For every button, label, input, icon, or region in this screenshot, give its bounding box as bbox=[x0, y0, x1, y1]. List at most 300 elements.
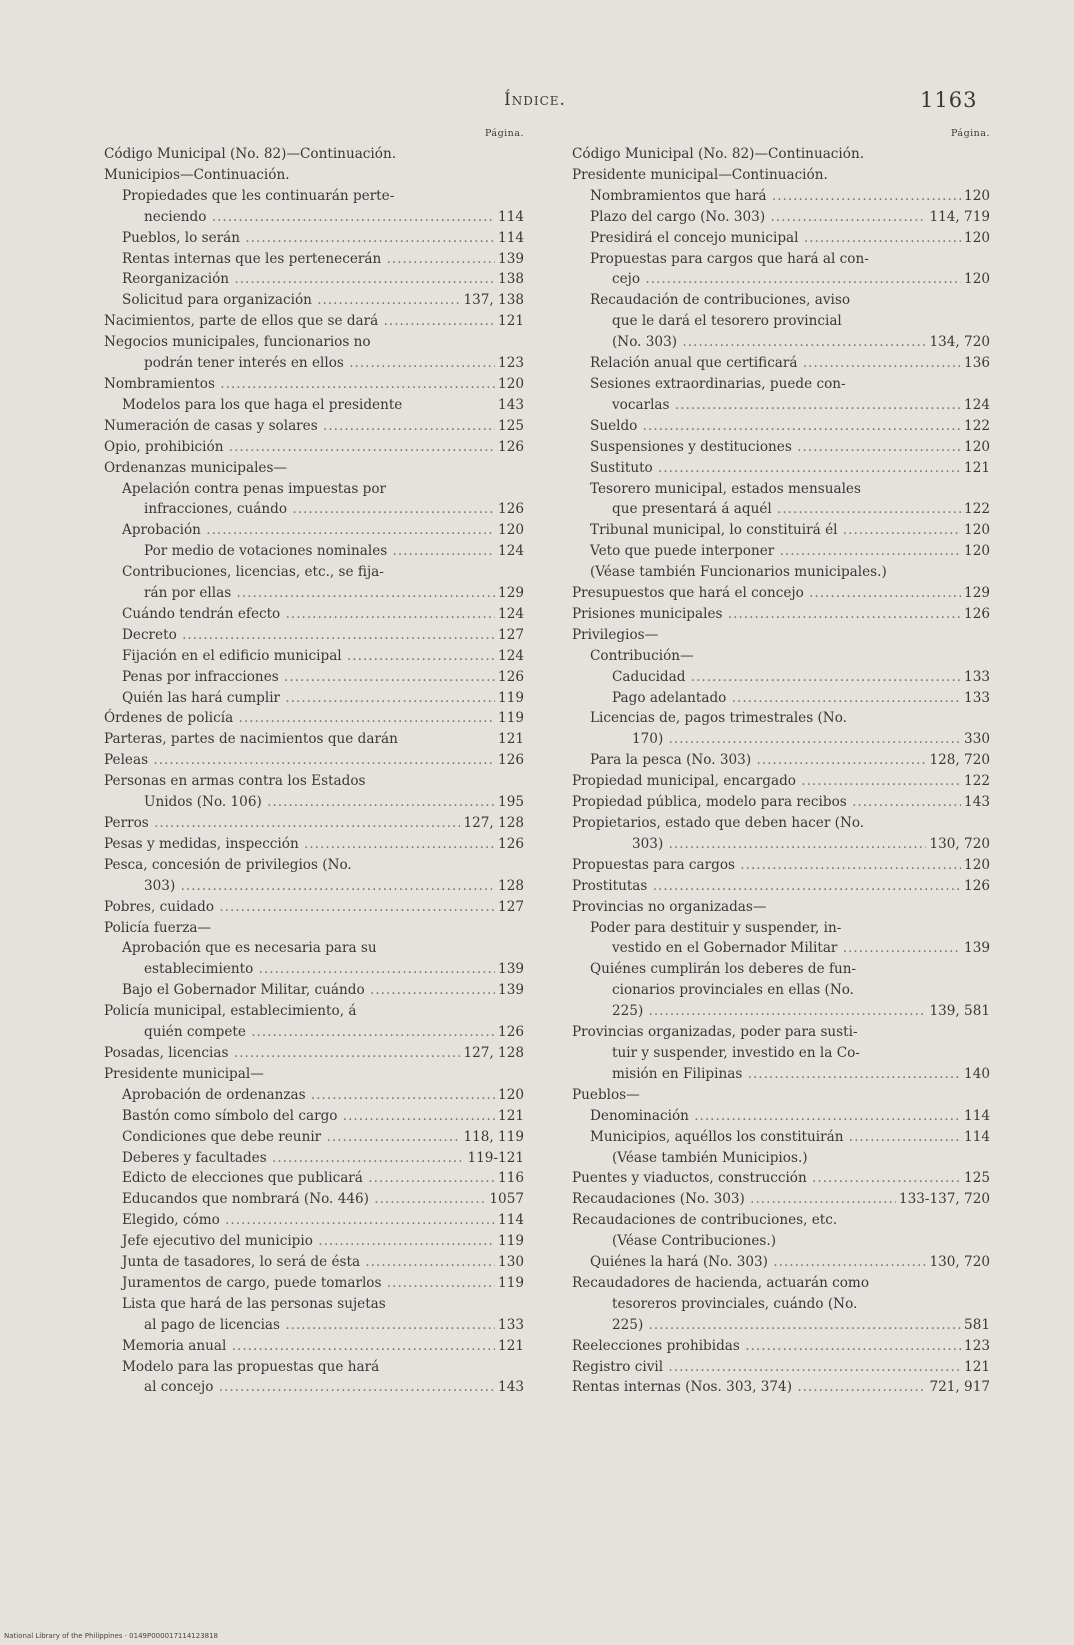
index-entry bbox=[572, 897, 990, 918]
index-entry bbox=[572, 437, 990, 458]
index-entry-text: Quiénes la hará (No. 303) ..... bbox=[590, 1254, 990, 1270]
index-entry bbox=[104, 1252, 524, 1273]
index-entry bbox=[572, 458, 990, 479]
index-entry bbox=[572, 750, 990, 771]
index-entry-text: Negocios municipales, funcionarios no bbox=[104, 334, 371, 351]
index-entry-text: Bajo el Gobernador Militar, cuándo ..... bbox=[122, 982, 524, 998]
index-entry-text: Propiedad pública, modelo para recibos ..... bbox=[572, 794, 990, 810]
index-entry-text: tesoreros provinciales, cuándo (No. bbox=[612, 1295, 858, 1312]
index-entry-text: Pueblos, lo serán ..... bbox=[122, 230, 524, 246]
index-entry-page: 124 bbox=[961, 395, 990, 416]
index-entry bbox=[572, 1189, 990, 1210]
index-entry bbox=[104, 311, 524, 332]
index-entry-text: Peleas ..... bbox=[104, 752, 524, 768]
index-entry-page: 143 bbox=[961, 792, 990, 813]
index-entry-text: Numeración de casas y solares ..... bbox=[104, 418, 524, 434]
index-entry-page: 119 bbox=[495, 688, 524, 709]
index-entry-page: 133 bbox=[961, 667, 990, 688]
index-entry-page: 122 bbox=[961, 771, 990, 792]
index-entry bbox=[572, 1064, 990, 1085]
index-entry-page: 130, 720 bbox=[926, 834, 990, 855]
index-entry-text: Recaudación de contribuciones, aviso bbox=[590, 292, 851, 309]
index-entry-text: Pobres, cuidado ..... bbox=[104, 899, 524, 915]
index-entry-page: 114 bbox=[495, 228, 524, 249]
index-entry bbox=[104, 269, 524, 290]
index-entry bbox=[572, 980, 990, 1001]
index-entry-page: 581 bbox=[961, 1315, 990, 1336]
index-entry-page: 123 bbox=[961, 1336, 990, 1357]
index-entry bbox=[572, 1106, 990, 1127]
index-entry-page: 721, 917 bbox=[926, 1377, 990, 1398]
index-entry bbox=[104, 897, 524, 918]
index-entry bbox=[104, 855, 524, 876]
index-entry-page: 124 bbox=[495, 646, 524, 667]
index-entry bbox=[572, 834, 990, 855]
index-entry bbox=[572, 269, 990, 290]
index-entry bbox=[104, 290, 524, 311]
index-entry bbox=[572, 144, 990, 165]
index-entry bbox=[572, 1294, 990, 1315]
index-entry-text: Puentes y viaductos, construcción ..... bbox=[572, 1170, 990, 1186]
index-entry-text: al pago de licencias ..... bbox=[144, 1317, 524, 1333]
index-entry-page: 139 bbox=[495, 980, 524, 1001]
index-entry-text: 303) ..... bbox=[632, 836, 990, 852]
index-entry-text: Provincias no organizadas— bbox=[572, 898, 767, 915]
index-entry bbox=[104, 625, 524, 646]
index-entry bbox=[572, 186, 990, 207]
index-entry-text: Recaudadores de hacienda, actuarán como bbox=[572, 1274, 870, 1291]
index-entry-page: 126 bbox=[495, 1022, 524, 1043]
index-entry bbox=[104, 249, 524, 270]
index-entry-page: 120 bbox=[961, 855, 990, 876]
index-entry bbox=[104, 499, 524, 520]
index-entry-text: Nombramientos ..... bbox=[104, 376, 524, 392]
index-entry-page: 139 bbox=[495, 959, 524, 980]
index-entry-page: 119-121 bbox=[465, 1148, 525, 1169]
index-entry-page: 124 bbox=[495, 604, 524, 625]
index-entry bbox=[104, 813, 524, 834]
index-entry-text: Juramentos de cargo, puede tomarlos ..... bbox=[122, 1275, 524, 1291]
index-entry bbox=[572, 207, 990, 228]
index-entry-text: Presupuestos que hará el concejo ..... bbox=[572, 585, 990, 601]
index-entry-text: Reorganización ..... bbox=[122, 271, 524, 287]
index-entry-page: 121 bbox=[495, 1336, 524, 1357]
index-entry bbox=[104, 520, 524, 541]
index-entry-page: 139, 581 bbox=[926, 1001, 990, 1022]
index-entry-page: 121 bbox=[495, 1106, 524, 1127]
index-entry bbox=[104, 604, 524, 625]
index-entry bbox=[572, 1273, 990, 1294]
index-entry-page: 143 bbox=[495, 395, 524, 416]
index-entry-text: Contribuciones, licencias, etc., se fija- bbox=[122, 564, 384, 581]
index-entry-page: 130, 720 bbox=[926, 1252, 990, 1273]
index-entry bbox=[104, 1043, 524, 1064]
index-entry-page: 140 bbox=[961, 1064, 990, 1085]
index-entry-text: Código Municipal (No. 82)—Continuación. bbox=[104, 146, 397, 162]
index-entry-text: Para la pesca (No. 303) ..... bbox=[590, 752, 990, 768]
index-entry-text: Poder para destituir y suspender, in- bbox=[590, 919, 842, 936]
index-entry-text: Modelos para los que haga el presidente bbox=[122, 396, 403, 413]
index-entry-text: Opio, prohibición ..... bbox=[104, 439, 524, 455]
index-entry-page: 123 bbox=[495, 353, 524, 374]
index-entry-text: Rentas internas (Nos. 303, 374) ..... bbox=[572, 1379, 990, 1395]
index-entry-text: Pago adelantado ..... bbox=[612, 690, 990, 706]
index-entry bbox=[572, 625, 990, 646]
index-entry-text: Perros ..... bbox=[104, 815, 524, 831]
index-column-right bbox=[572, 128, 990, 1396]
index-entry bbox=[104, 1168, 524, 1189]
index-entry-page: 125 bbox=[961, 1168, 990, 1189]
index-entry bbox=[572, 771, 990, 792]
index-entry-page: 121 bbox=[961, 1357, 990, 1378]
index-entry bbox=[572, 353, 990, 374]
index-entry-text: Código Municipal (No. 82)—Continuación. bbox=[572, 146, 865, 162]
index-entry bbox=[572, 792, 990, 813]
index-entry-text: Quién las hará cumplir ..... bbox=[122, 690, 524, 706]
index-entry bbox=[572, 959, 990, 980]
index-entry bbox=[104, 395, 524, 416]
index-entry-text: Recaudaciones de contribuciones, etc. bbox=[572, 1212, 838, 1229]
index-entry-text: (Véase también Funcionarios municipales.) bbox=[590, 564, 887, 581]
index-entry-text: Recaudaciones (No. 303) ..... bbox=[572, 1191, 990, 1207]
index-entry bbox=[104, 1148, 524, 1169]
index-entry bbox=[572, 1022, 990, 1043]
index-entry-text: Quiénes cumplirán los deberes de fun- bbox=[590, 961, 857, 978]
index-entry-page: 126 bbox=[495, 667, 524, 688]
index-entry-text: Denominación ..... bbox=[590, 1108, 990, 1124]
index-entry-text: Presidirá el concejo municipal ..... bbox=[590, 230, 990, 246]
index-entry bbox=[104, 1377, 524, 1398]
index-entry-text: Pesas y medidas, inspección ..... bbox=[104, 836, 524, 852]
index-entry-text: Fijación en el edificio municipal ..... bbox=[122, 648, 524, 664]
index-entry-text: Aprobación que es necesaria para su bbox=[122, 940, 377, 957]
index-entry bbox=[104, 1106, 524, 1127]
index-entry bbox=[104, 959, 524, 980]
index-entry bbox=[104, 792, 524, 813]
index-entry-text: Penas por infracciones ..... bbox=[122, 669, 524, 685]
index-entry-page: 126 bbox=[495, 499, 524, 520]
index-entry bbox=[104, 458, 524, 479]
index-entry bbox=[572, 1043, 990, 1064]
index-entry bbox=[104, 332, 524, 353]
index-entry bbox=[104, 1357, 524, 1378]
index-entry-text: Propiedad municipal, encargado ..... bbox=[572, 773, 990, 789]
index-entry bbox=[572, 311, 990, 332]
index-entry-text: Sustituto ..... bbox=[590, 460, 990, 476]
index-entry-page: 128, 720 bbox=[926, 750, 990, 771]
index-entry-text: al concejo ..... bbox=[144, 1379, 524, 1395]
index-entry-page: 120 bbox=[961, 520, 990, 541]
index-entry bbox=[104, 1127, 524, 1148]
index-entry-page: 134, 720 bbox=[926, 332, 990, 353]
left-entry-list bbox=[104, 144, 524, 1398]
index-entry-text: Aprobación ..... bbox=[122, 522, 524, 538]
index-entry-text: misión en Filipinas ..... bbox=[612, 1066, 990, 1082]
index-entry bbox=[104, 207, 524, 228]
index-entry-text: Veto que puede interponer ..... bbox=[590, 543, 990, 559]
index-entry-text: podrán tener interés en ellos ..... bbox=[144, 355, 524, 371]
index-entry-text: establecimiento ..... bbox=[144, 961, 524, 977]
index-entry-page: 129 bbox=[961, 583, 990, 604]
index-entry-text: Municipios—Continuación. bbox=[104, 166, 290, 183]
index-entry-text: Nombramientos que hará ..... bbox=[590, 188, 990, 204]
index-entry-page: 120 bbox=[495, 374, 524, 395]
index-entry bbox=[104, 1189, 524, 1210]
index-entry-text: Junta de tasadores, lo será de ésta ..... bbox=[122, 1254, 524, 1270]
index-entry-page: 129 bbox=[495, 583, 524, 604]
index-entry-text: Ordenanzas municipales— bbox=[104, 459, 288, 476]
index-entry-text: 303) ..... bbox=[144, 878, 524, 894]
index-entry-text: Modelo para las propuestas que hará bbox=[122, 1358, 380, 1375]
index-entry-page: 130 bbox=[495, 1252, 524, 1273]
index-entry bbox=[572, 876, 990, 897]
index-entry-page: 126 bbox=[495, 750, 524, 771]
index-entry-page: 119 bbox=[495, 708, 524, 729]
index-entry bbox=[572, 1357, 990, 1378]
index-entry-page: 122 bbox=[961, 499, 990, 520]
index-entry-text: Edicto de elecciones que publicará ..... bbox=[122, 1170, 524, 1186]
index-entry-page: 120 bbox=[495, 1085, 524, 1106]
index-entry-text: Cuándo tendrán efecto ..... bbox=[122, 606, 524, 622]
index-entry-text: 225) ..... bbox=[612, 1317, 990, 1333]
index-entry-text: Pesca, concesión de privilegios (No. bbox=[104, 856, 352, 873]
index-entry-page: 119 bbox=[495, 1273, 524, 1294]
index-entry-text: Relación anual que certificará ..... bbox=[590, 355, 990, 371]
index-entry-text: Decreto ..... bbox=[122, 627, 524, 643]
index-entry bbox=[572, 520, 990, 541]
index-entry-text: Órdenes de policía ..... bbox=[104, 710, 524, 726]
index-entry-page: 120 bbox=[495, 520, 524, 541]
index-entry-page: 114 bbox=[961, 1127, 990, 1148]
index-entry-text: Sueldo ..... bbox=[590, 418, 990, 434]
index-entry-text: Presidente municipal—Continuación. bbox=[572, 166, 828, 183]
index-entry-text: (Véase también Municipios.) bbox=[612, 1149, 808, 1166]
index-entry bbox=[104, 750, 524, 771]
index-entry bbox=[104, 562, 524, 583]
index-entry bbox=[572, 918, 990, 939]
index-entry-page: 121 bbox=[961, 458, 990, 479]
index-entry-text: (Véase Contribuciones.) bbox=[612, 1233, 777, 1250]
index-entry-page: 114, 719 bbox=[926, 207, 990, 228]
index-entry-page: 143 bbox=[495, 1377, 524, 1398]
index-entry-page: 125 bbox=[495, 416, 524, 437]
index-entry bbox=[572, 1315, 990, 1336]
index-entry-page: 195 bbox=[495, 792, 524, 813]
index-entry bbox=[104, 144, 524, 165]
index-entry bbox=[104, 688, 524, 709]
index-entry bbox=[104, 583, 524, 604]
index-entry bbox=[572, 646, 990, 667]
index-entry bbox=[104, 541, 524, 562]
index-entry bbox=[104, 980, 524, 1001]
index-entry-text: (No. 303) ..... bbox=[612, 334, 990, 350]
index-entry bbox=[104, 876, 524, 897]
index-entry-text: Plazo del cargo (No. 303) ..... bbox=[590, 209, 990, 225]
index-entry bbox=[572, 855, 990, 876]
index-entry-page: 126 bbox=[495, 834, 524, 855]
index-entry-page: 120 bbox=[961, 269, 990, 290]
index-entry-text: Jefe ejecutivo del municipio ..... bbox=[122, 1233, 524, 1249]
index-entry-page: 127, 128 bbox=[460, 813, 524, 834]
index-entry-text: 170) ..... bbox=[632, 731, 990, 747]
index-entry-text: Aprobación de ordenanzas ..... bbox=[122, 1087, 524, 1103]
index-entry bbox=[572, 562, 990, 583]
index-entry bbox=[572, 688, 990, 709]
index-entry bbox=[104, 708, 524, 729]
index-entry-text: Pueblos— bbox=[572, 1086, 640, 1103]
index-entry bbox=[572, 1168, 990, 1189]
index-entry-text: Apelación contra penas impuestas por bbox=[122, 480, 387, 497]
index-entry-text: cejo ..... bbox=[612, 271, 990, 287]
index-entry-page: 114 bbox=[495, 207, 524, 228]
index-entry-text: Propiedades que les continuarán perte- bbox=[122, 187, 395, 204]
index-entry bbox=[104, 479, 524, 500]
index-entry bbox=[572, 1252, 990, 1273]
index-entry bbox=[104, 1231, 524, 1252]
index-entry bbox=[104, 353, 524, 374]
index-entry bbox=[104, 1273, 524, 1294]
index-entry-text: que presentará á aquél ..... bbox=[612, 501, 990, 517]
index-entry-page: 136 bbox=[961, 353, 990, 374]
index-entry-page: 120 bbox=[961, 437, 990, 458]
index-entry bbox=[104, 165, 524, 186]
index-entry bbox=[104, 1294, 524, 1315]
index-entry-page: 122 bbox=[961, 416, 990, 437]
index-entry-text: Suspensiones y destituciones ..... bbox=[590, 439, 990, 455]
index-entry-text: Tribunal municipal, lo constituirá él ..... bbox=[590, 522, 990, 538]
index-entry-text: Contribución— bbox=[590, 647, 694, 664]
index-entry-text: Por medio de votaciones nominales ..... bbox=[144, 543, 524, 559]
index-entry-page: 138 bbox=[495, 269, 524, 290]
index-entry-text: Prisiones municipales ..... bbox=[572, 606, 990, 622]
index-entry-page: 126 bbox=[961, 604, 990, 625]
index-entry-page: 121 bbox=[495, 311, 524, 332]
index-entry-text: Sesiones extraordinarias, puede con- bbox=[590, 375, 846, 392]
index-entry bbox=[572, 1210, 990, 1231]
right-entry-list bbox=[572, 144, 990, 1398]
index-entry-page: 118, 119 bbox=[460, 1127, 524, 1148]
index-entry-text: Municipios, aquéllos los constituirán ..... bbox=[590, 1129, 990, 1145]
index-entry-text: tuir y suspender, investido en la Co- bbox=[612, 1044, 860, 1061]
index-entry bbox=[104, 1001, 524, 1022]
index-entry-page: 139 bbox=[961, 938, 990, 959]
index-entry-page: 133 bbox=[495, 1315, 524, 1336]
index-entry bbox=[572, 813, 990, 834]
index-entry bbox=[572, 667, 990, 688]
index-entry-page: 121 bbox=[495, 729, 524, 750]
index-entry-text: Elegido, cómo ..... bbox=[122, 1212, 524, 1228]
index-entry bbox=[104, 646, 524, 667]
index-entry-page: 126 bbox=[495, 437, 524, 458]
index-entry bbox=[104, 667, 524, 688]
index-entry bbox=[104, 437, 524, 458]
column-label-pagina: Página. bbox=[484, 128, 524, 139]
index-entry-text: Memoria anual ..... bbox=[122, 1338, 524, 1354]
page-header-title: Índice. bbox=[504, 90, 566, 110]
index-entry-text: que le dará el tesorero provincial bbox=[612, 313, 842, 330]
index-entry-page: 120 bbox=[961, 541, 990, 562]
index-entry bbox=[572, 479, 990, 500]
index-entry-text: cionarios provinciales en ellas (No. bbox=[612, 982, 854, 999]
index-entry-text: Registro civil ..... bbox=[572, 1359, 990, 1375]
index-entry-page: 137, 138 bbox=[460, 290, 524, 311]
index-entry bbox=[572, 541, 990, 562]
index-entry-text: Unidos (No. 106) ..... bbox=[144, 794, 524, 810]
index-entry-text: Propuestas para cargos que hará al con- bbox=[590, 250, 869, 267]
index-entry bbox=[104, 1336, 524, 1357]
index-entry-text: Privilegios— bbox=[572, 626, 659, 643]
index-entry-text: Educandos que nombrará (No. 446) ..... bbox=[122, 1191, 524, 1207]
index-entry-page: 128 bbox=[495, 876, 524, 897]
index-entry-page: 120 bbox=[961, 228, 990, 249]
index-entry-text: infracciones, cuándo ..... bbox=[144, 501, 524, 517]
index-entry bbox=[104, 729, 524, 750]
index-entry-text: Lista que hará de las personas sujetas bbox=[122, 1295, 386, 1312]
index-entry bbox=[104, 1210, 524, 1231]
index-entry bbox=[572, 290, 990, 311]
index-entry bbox=[572, 499, 990, 520]
index-entry-text: neciendo ..... bbox=[144, 209, 524, 225]
index-entry-text: rán por ellas ..... bbox=[144, 585, 524, 601]
index-entry-text: Propuestas para cargos ..... bbox=[572, 857, 990, 873]
index-entry bbox=[104, 771, 524, 792]
index-entry-text: Solicitud para organización ..... bbox=[122, 292, 524, 308]
index-entry bbox=[572, 228, 990, 249]
index-entry bbox=[104, 228, 524, 249]
index-entry-text: vocarlas ..... bbox=[612, 397, 990, 413]
index-entry bbox=[104, 1085, 524, 1106]
index-entry bbox=[572, 729, 990, 750]
index-entry bbox=[572, 1377, 990, 1398]
index-entry bbox=[572, 1336, 990, 1357]
index-entry bbox=[572, 249, 990, 270]
index-entry bbox=[572, 416, 990, 437]
index-entry bbox=[104, 1315, 524, 1336]
index-entry-page: 127, 128 bbox=[460, 1043, 524, 1064]
index-entry-text: Bastón como símbolo del cargo ..... bbox=[122, 1108, 524, 1124]
index-entry-page: 127 bbox=[495, 625, 524, 646]
index-entry-text: Provincias organizadas, poder para susti- bbox=[572, 1024, 858, 1041]
index-entry-text: Nacimientos, parte de ellos que se dará ..... bbox=[104, 313, 524, 329]
index-entry-text: quién compete ..... bbox=[144, 1024, 524, 1040]
index-entry bbox=[572, 374, 990, 395]
index-entry bbox=[104, 918, 524, 939]
index-entry-text: Tesorero municipal, estados mensuales bbox=[590, 480, 861, 497]
column-label-pagina: Página. bbox=[950, 128, 990, 139]
index-entry-text: Posadas, licencias ..... bbox=[104, 1045, 524, 1061]
index-entry bbox=[572, 604, 990, 625]
index-entry bbox=[572, 332, 990, 353]
index-entry bbox=[104, 374, 524, 395]
index-entry-text: Propietarios, estado que deben hacer (No. bbox=[572, 815, 865, 831]
index-entry-text: Licencias de, pagos trimestrales (No. bbox=[590, 710, 847, 727]
index-entry bbox=[104, 834, 524, 855]
index-entry-text: Rentas internas que les pertenecerán ..... bbox=[122, 251, 524, 267]
index-entry bbox=[572, 1127, 990, 1148]
index-entry-page: 126 bbox=[961, 876, 990, 897]
index-entry bbox=[572, 938, 990, 959]
index-entry bbox=[572, 1231, 990, 1252]
index-entry-page: 1057 bbox=[486, 1189, 524, 1210]
index-entry bbox=[572, 1001, 990, 1022]
index-entry bbox=[572, 1148, 990, 1169]
index-entry-text: Reelecciones prohibidas ..... bbox=[572, 1338, 990, 1354]
index-entry-text: 225) ..... bbox=[612, 1003, 990, 1019]
index-entry bbox=[104, 1022, 524, 1043]
index-entry-text: Policía fuerza— bbox=[104, 919, 212, 936]
index-entry-text: Presidente municipal— bbox=[104, 1065, 264, 1082]
index-entry-page: 330 bbox=[961, 729, 990, 750]
